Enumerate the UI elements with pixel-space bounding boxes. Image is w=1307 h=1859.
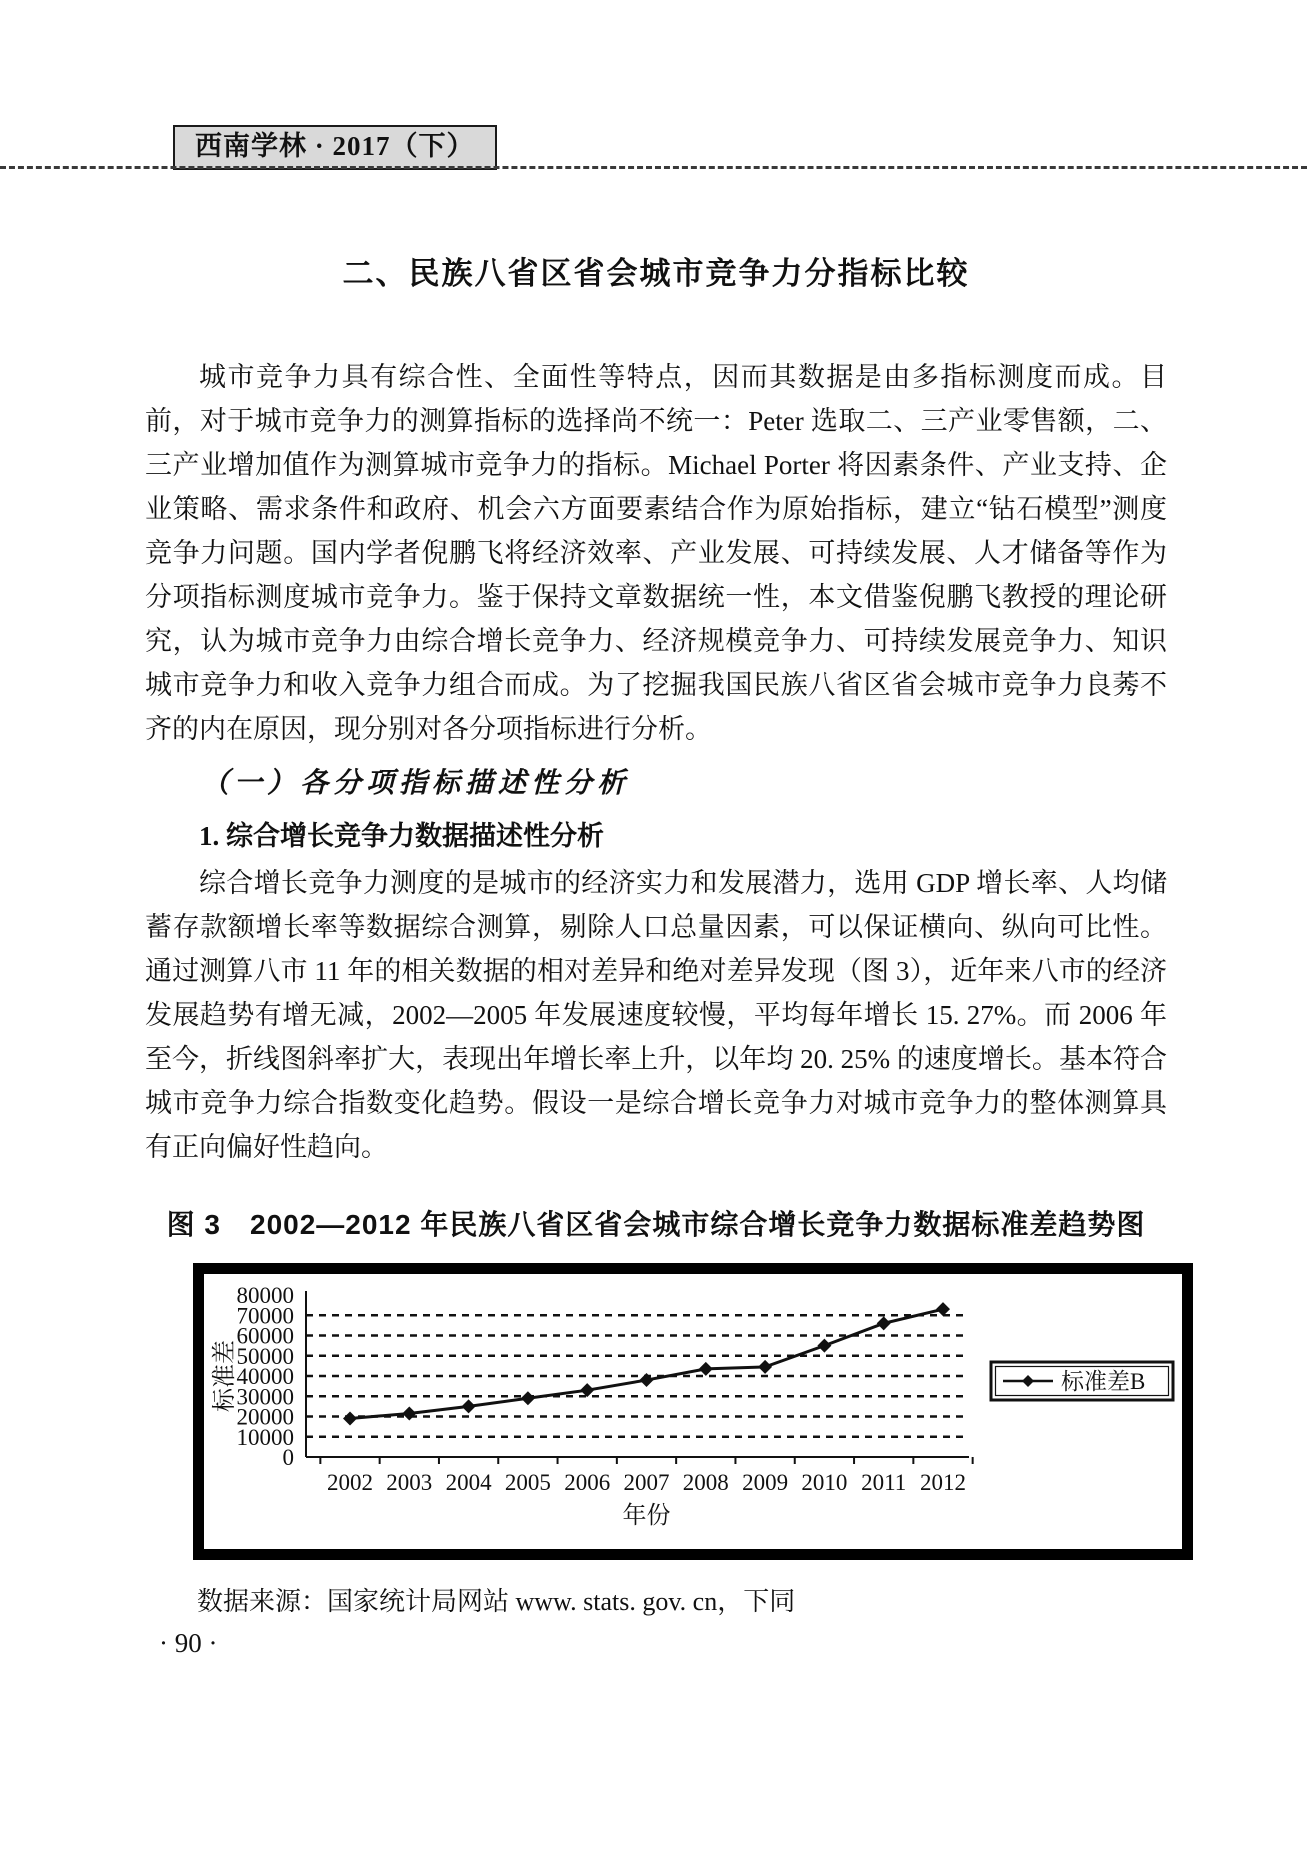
svg-text:50000: 50000 — [236, 1343, 294, 1369]
trend-chart — [204, 1274, 1182, 1549]
svg-text:2012: 2012 — [920, 1470, 966, 1495]
svg-text:2003: 2003 — [386, 1470, 433, 1495]
header-dashed-rule — [0, 166, 1307, 169]
svg-text:70000: 70000 — [236, 1303, 294, 1329]
subsection-title: （一）各分项指标描述性分析 — [201, 768, 631, 799]
page-content — [145, 248, 1167, 1659]
svg-text:2009: 2009 — [742, 1470, 789, 1495]
journal-title: 西南学林 · 2017（下） — [195, 131, 475, 161]
section-title: 二、民族八省区省会城市竞争力分指标比较 — [342, 256, 970, 291]
svg-text:2011: 2011 — [861, 1470, 907, 1495]
svg-text:20000: 20000 — [236, 1404, 294, 1430]
svg-text:30000: 30000 — [236, 1384, 294, 1410]
page-number: · 90 · — [159, 1628, 218, 1658]
svg-text:40000: 40000 — [236, 1364, 294, 1389]
svg-text:2004: 2004 — [445, 1470, 492, 1495]
svg-text:0: 0 — [282, 1445, 294, 1470]
svg-text:标准差: 标准差 — [212, 1340, 238, 1412]
svg-text:60000: 60000 — [236, 1323, 294, 1349]
svg-text:2010: 2010 — [801, 1470, 848, 1495]
svg-text:2008: 2008 — [682, 1470, 729, 1495]
paragraph-intro: 城市竞争力具有综合性、全面性等特点，因而其数据是由多指标测度而成。目前，对于城市竞争力的测算指标的选择尚不统一：Peter 选取二、三产业零售额，二、三产业增加值作为测算城市竞争力的指标。Michael Porter 将因素条件、产业支持、企业策略、需求条件和政府、机会六方面要素结合作为原始指标，建立“钻石模型”测度竞争力问题。国内学者倪鹏飞将经济效率、产业发展、可持续发展、人才储备等作为分项指标测度城市竞争力。鉴于保持文章数据统一性，本文借鉴倪鹏飞教授的理论研究，认为城市竞争力由综合增长竞争力、经济规模竞争力、可持续发展竞争力、知识城市竞争力和收入竞争力组合而成。为了挖掘我国民族八省区省会城市竞争力良莠不齐的内在原因，现分别对各分项指标进行分析。 — [145, 362, 1167, 744]
svg-text:2002: 2002 — [327, 1470, 373, 1495]
svg-text:标准差B: 标准差B — [1061, 1369, 1146, 1394]
svg-text:2006: 2006 — [564, 1470, 611, 1495]
subsub-title: 1. 综合增长竞争力数据描述性分析 — [199, 821, 604, 851]
svg-text:年份: 年份 — [622, 1503, 671, 1529]
journal-header-box — [173, 125, 497, 170]
source-note: 数据来源：国家统计局网站 www. stats. gov. cn，下同 — [197, 1587, 796, 1616]
figure-caption: 图 3 2002—2012 年民族八省区省会城市综合增长竞争力数据标准差趋势图 — [166, 1209, 1146, 1240]
svg-text:2005: 2005 — [504, 1470, 551, 1495]
figure-3-frame — [193, 1263, 1193, 1560]
svg-text:10000: 10000 — [236, 1424, 294, 1450]
svg-text:80000: 80000 — [236, 1283, 294, 1308]
svg-text:2007: 2007 — [623, 1470, 670, 1495]
paragraph-analysis: 综合增长竞争力测度的是城市的经济实力和发展潜力，选用 GDP 增长率、人均储蓄存款额增长率等数据综合测算，剔除人口总量因素，可以保证横向、纵向可比性。通过测算八市 11 年的相关数据的相对差异和绝对差异发现（图 3），近年来八市的经济发展趋势有增无减，2002—2005 年发展速度较慢，平均每年增长 15. 27%。而 2006 年至今，折线图斜率扩大，表现出年增长率上升，以年均 20. 25% 的速度增长。基本符合城市竞争力综合指数变化趋势。假设一是综合增长竞争力对城市竞争力的整体测算具有正向偏好性趋向。 — [145, 868, 1167, 1162]
